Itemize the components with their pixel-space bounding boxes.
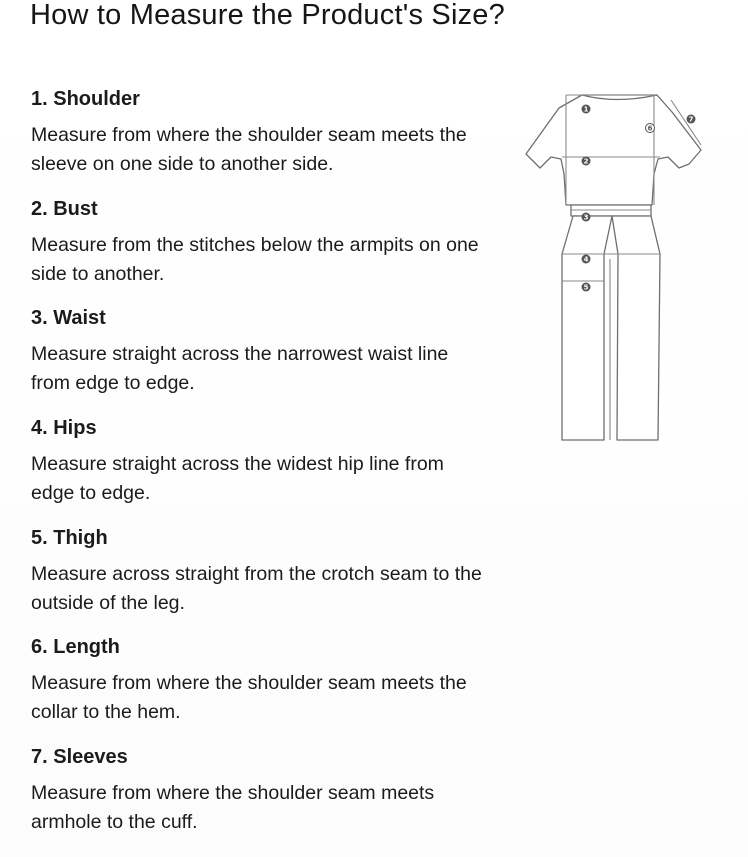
measurement-list [31,87,491,855]
measurement-description: Measure straight across the narrowest waist line from edge to edge. [31,343,449,395]
measurement-item-length [31,635,491,745]
bodice-outline [526,95,701,205]
measurement-heading: 3. Waist [31,307,106,330]
marker-3-icon [582,213,591,222]
svg-text:6: 6 [647,124,653,133]
svg-text:1: 1 [583,105,589,114]
left-leg [562,213,612,440]
measurement-item-waist [31,306,491,416]
svg-text:5: 5 [583,283,589,292]
marker-2-icon [582,157,591,166]
jumpsuit-diagram [515,84,715,449]
measurement-item-shoulder [31,87,491,197]
svg-text:3: 3 [583,213,589,222]
measurement-heading: 4. Hips [31,417,97,440]
measurement-heading: 7. Sleeves [31,746,128,769]
measurement-description: Measure from where the shoulder seam meets the sleeve on one side to another side. [31,124,467,175]
measurement-heading: 6. Length [31,636,120,659]
marker-6-icon [646,124,655,133]
measurement-description: Measure across straight from the crotch seam to the outside of the leg. [31,562,482,614]
measurement-description: Measure from where the shoulder seam meets the collar to the hem. [31,672,467,724]
jumpsuit-illustration [515,84,715,449]
measurement-item-bust [31,197,491,307]
svg-text:7: 7 [688,115,694,124]
marker-5-icon [582,283,591,292]
svg-text:4: 4 [583,255,589,264]
marker-1-icon [582,105,591,114]
measurement-description: Measure from the stitches below the armpits on one side to another. [31,233,479,285]
page-title: How to Measure the Product's Size? [30,0,505,31]
svg-text:2: 2 [583,157,589,166]
measurement-heading: 5. Thigh [31,526,108,549]
measurement-description: Measure from where the shoulder seam meets armhole to the cuff. [31,782,435,834]
measurement-item-sleeves [31,745,491,855]
measurement-heading: 2. Bust [31,197,98,220]
measurement-description: Measure straight across the widest hip line from edge to edge. [31,453,444,505]
right-leg [612,216,660,440]
marker-7-icon [687,115,696,124]
measurement-item-hips [31,416,491,526]
marker-4-icon [582,255,591,264]
measurement-heading: 1. Shoulder [31,88,140,110]
measurement-item-thigh [31,526,491,636]
